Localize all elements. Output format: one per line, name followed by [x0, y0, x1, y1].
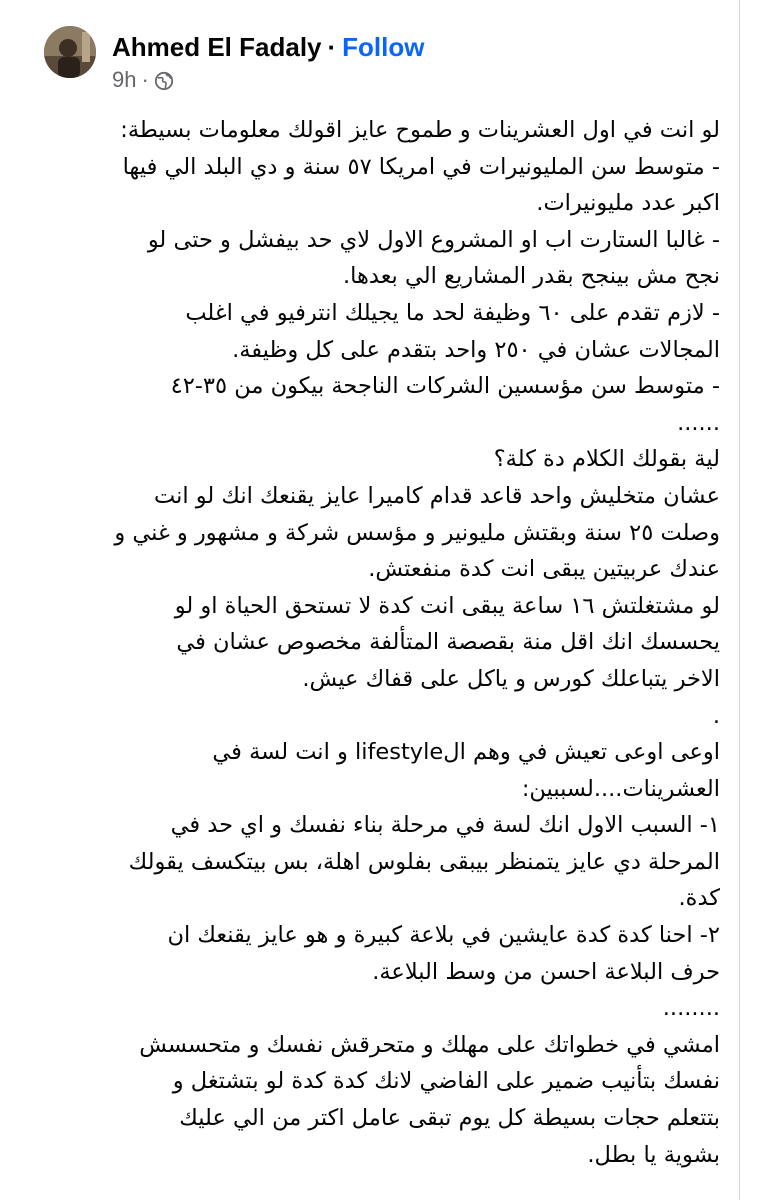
post-text-line: لو انت في اول العشرينات و طموح عايز اقولك معلومات بسيطة: [120, 117, 720, 143]
post-text-line: الاخر يتباعلك كورس و ياكل على قفاك عيش. [302, 665, 720, 692]
post-text-line: المجالات عشان في ٢٥٠ واحد بتقدم على كل وظيفة. [232, 336, 720, 363]
post-timestamp[interactable]: 9h [112, 67, 137, 92]
post-text-line: بتتعلم حجات بسيطة كل يوم تبقى عامل اكتر من الي عليك [179, 1105, 720, 1132]
post-text-line: كدة. [678, 885, 720, 912]
name-separator: · [327, 32, 337, 62]
post-text [40, 112, 720, 1173]
post-text-line: لو مشتغلتش ١٦ ساعة يبقى انت كدة لا تستحق الحياة او لو [174, 592, 720, 619]
avatar[interactable] [44, 26, 96, 78]
post-text-line: - غالبا الستارت اب او المشروع الاول لاي حد بيفشل و حتى لو [147, 226, 720, 253]
post-text-line: - متوسط سن مؤسسين الشركات الناجحة بيكون من ٣٥-٤٢ [170, 373, 720, 400]
post-text-line: ١- السبب الاول انك لسة في مرحلة بناء نفسك و اي حد في [170, 812, 720, 839]
post-text-line: يحسسك انك اقل منة بقصصة المتألفة مخصوص عشان في [176, 629, 720, 656]
post-text-line: بشوية يا بطل. [587, 1141, 720, 1168]
right-edge-divider [739, 0, 762, 1200]
author-line [112, 29, 425, 65]
post-text-line: عندك عربيتين يبقى انت كدة منفعتش. [368, 556, 720, 583]
globe-icon[interactable] [154, 70, 174, 90]
post-text-line: اوعى اوعى تعيش في وهم الlifestyle و انت لسة في [212, 739, 720, 766]
post-text-line: امشي في خطواتك على مهلك و متحرقش نفسك و متحسسش [139, 1031, 720, 1058]
post-text-line: العشرينات....لسببين: [521, 775, 720, 802]
post-text-line: اكبر عدد مليونيرات. [536, 190, 720, 217]
post-text-line: المرحلة دي عايز يتمنظر بيبقى بفلوس اهلة، بس بيتكسف يقولك [128, 848, 720, 875]
post-text-line: حرف البلاعة احسن من وسط البلاعة. [372, 958, 720, 985]
post-text-line: عشان متخليش واحد قاعد قدام كاميرا عايز يقنعك انك لو انت [154, 482, 720, 509]
meta-separator: · [141, 67, 149, 92]
post-text-line: ٢- احنا كدة كدة عايشين في بلاعة كبيرة و هو عايز يقنعك ان [167, 922, 720, 949]
post-text-line: نفسك بتأنيب ضمير على الفاضي لانك كدة كدة لو بتشتغل و [172, 1068, 720, 1095]
post-text-line: نجح مش بينجح بقدر المشاريع الي بعدها. [343, 263, 720, 290]
post-header [44, 26, 734, 90]
post-text-line: لية بقولك الكلام دة كلة؟ [493, 446, 720, 473]
post-text-line: . [712, 702, 720, 729]
avatar-photo-icon [44, 26, 96, 78]
post-text-line: - لازم تقدم على ٦٠ وظيفة لحد ما يجيلك انترفيو في اغلب [185, 299, 720, 326]
post-text-line: ...... [677, 409, 720, 436]
post-meta [112, 66, 174, 94]
follow-button[interactable]: Follow [342, 32, 425, 62]
post-text-line: ........ [662, 995, 720, 1022]
post-text-line: - متوسط سن المليونيرات في امريكا ٥٧ سنة و دي البلد الي فيها [122, 153, 720, 180]
post-text-line: وصلت ٢٥ سنة وبقتش مليونير و مؤسس شركة و مشهور و غني و [114, 519, 720, 546]
author-name[interactable]: Ahmed El Fadaly [112, 32, 322, 62]
